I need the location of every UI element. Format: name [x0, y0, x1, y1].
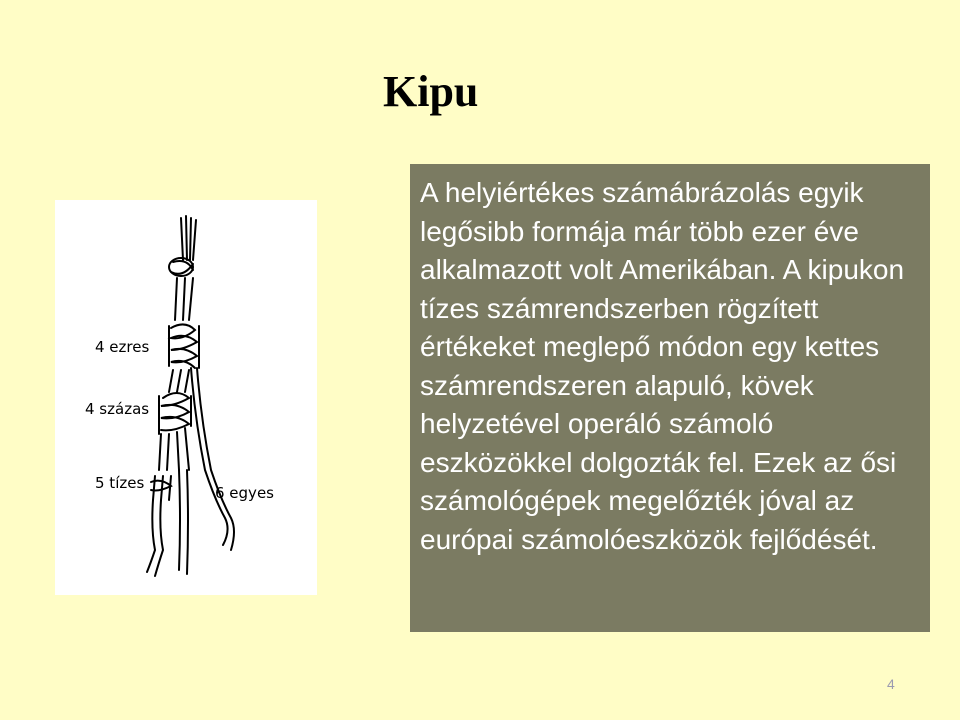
label-hundreds: 4 százas: [85, 400, 150, 418]
kipu-illustration: [55, 200, 317, 595]
body-text: A helyiértékes számábrázolás egyik legősibb formája már több ezer éve alkalmazott volt Amerikában. A kipukon tízes számrendszerben rögzített értékeket meglepő módon egy kettes számrendszeren alapuló, kövek helyzetével operáló számoló eszközökkel dolgozták fel. Ezek az ősi számológépek megelőzték jóval az európai számolóeszközök fejlődését.: [420, 177, 905, 555]
label-thousands: 4 ezres: [95, 338, 150, 356]
kipu-drawing: [55, 200, 317, 595]
text-box: [410, 164, 930, 632]
slide-title: Kipu: [383, 67, 479, 116]
page-number: 4: [887, 676, 895, 692]
label-ones: 6 egyes: [215, 484, 274, 502]
label-tens: 5 tízes: [95, 474, 145, 492]
